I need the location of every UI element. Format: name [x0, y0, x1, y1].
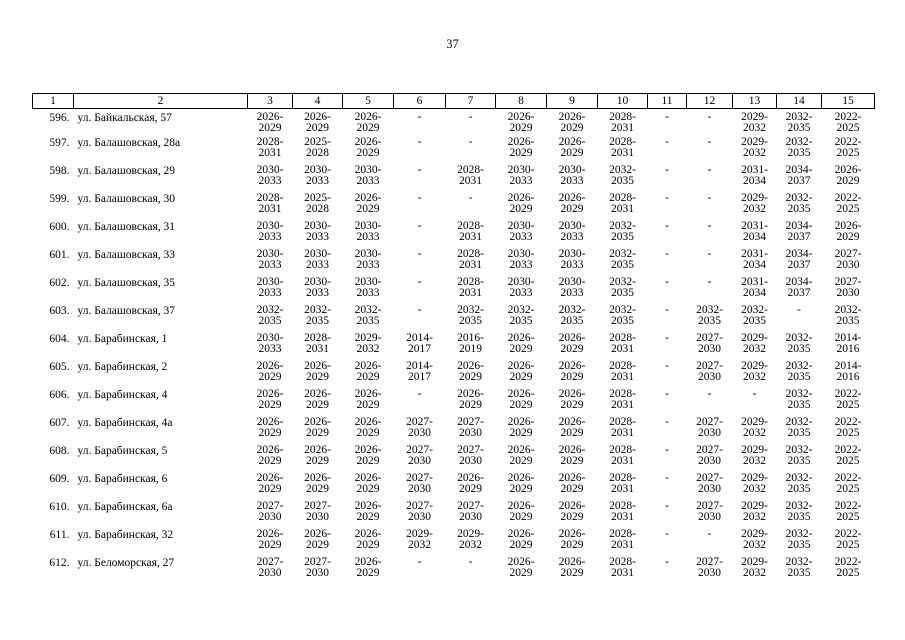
address-cell: ул. Балашовская, 31 [77, 221, 176, 233]
period-cell: 2029- 2032 [741, 472, 768, 495]
period-cell: 2028- 2031 [609, 500, 636, 523]
period-cell: - [707, 248, 712, 260]
period-cell: 2029- 2032 [457, 528, 484, 551]
period-cell: 2032- 2035 [785, 444, 813, 467]
address-cell: ул. Балашовская, 33 [77, 249, 176, 261]
period-cell: - [707, 220, 712, 232]
period-cell: 2027- 2030 [696, 444, 723, 467]
period-cell: - [417, 248, 422, 260]
period-cell: 2022- 2025 [834, 192, 862, 215]
period-cell: 2026- 2029 [507, 528, 535, 551]
period-cell: 2026- 2029 [457, 388, 484, 411]
period-cell: 2022- 2025 [834, 528, 862, 551]
period-cell: 2026- 2029 [507, 360, 535, 383]
period-cell: 2028- 2031 [457, 248, 484, 271]
period-cell: 2028- 2031 [609, 388, 636, 411]
period-cell: - [707, 111, 712, 123]
column-header: 13 [733, 94, 777, 109]
address-cell: ул. Барабинская, 4 [77, 389, 168, 401]
period-cell: - [417, 192, 422, 204]
period-cell: 2030- 2033 [354, 248, 382, 271]
period-cell: 2028- 2031 [256, 136, 284, 159]
period-cell: 2029- 2032 [354, 332, 382, 355]
table-row [33, 557, 875, 585]
period-cell: - [417, 111, 422, 123]
period-cell: - [707, 276, 712, 288]
table-row [33, 417, 875, 445]
period-cell: 2026- 2029 [507, 332, 535, 355]
period-cell: 2028- 2031 [609, 332, 636, 355]
period-cell: - [707, 164, 712, 176]
address-cell: ул. Барабинская, 2 [77, 361, 168, 373]
period-cell: 2030- 2033 [304, 276, 331, 299]
period-cell: - [797, 304, 801, 316]
period-cell: 2026- 2029 [354, 444, 382, 467]
row-number: 607. [49, 417, 70, 429]
period-cell: 2032- 2035 [609, 304, 636, 327]
period-cell: 2032- 2035 [354, 304, 382, 327]
table-row [33, 389, 875, 417]
table-row [33, 305, 875, 333]
period-cell: 2027- 2030 [406, 416, 433, 439]
period-cell: 2028- 2031 [457, 164, 484, 187]
period-cell: 2022- 2025 [834, 472, 862, 495]
period-cell: 2028- 2031 [609, 416, 636, 439]
row-number: 603. [49, 305, 70, 317]
period-cell: 2027- 2030 [406, 500, 433, 523]
column-header: 5 [343, 94, 394, 109]
period-cell: 2026- 2029 [457, 360, 484, 383]
row-number: 596. [49, 112, 70, 124]
period-cell: 2026- 2029 [304, 444, 331, 467]
period-cell: 2027- 2030 [406, 472, 433, 495]
row-number: 600. [49, 221, 70, 233]
period-cell: 2026- 2029 [507, 192, 535, 215]
period-cell: - [417, 304, 422, 316]
period-cell: 2030- 2033 [354, 220, 382, 243]
address-cell: ул. Балашовская, 28а [77, 137, 181, 149]
address-cell: ул. Барабинская, 32 [77, 529, 174, 541]
period-cell: 2026- 2029 [304, 360, 331, 383]
period-cell: 2016- 2019 [457, 332, 484, 355]
period-cell: 2026- 2029 [256, 472, 284, 495]
period-cell: 2030- 2033 [507, 276, 535, 299]
period-cell: 2029- 2032 [741, 136, 768, 159]
column-header: 10 [598, 94, 648, 109]
period-cell: 2030- 2033 [354, 276, 382, 299]
period-cell: - [707, 136, 712, 148]
period-cell: 2030- 2033 [558, 276, 586, 299]
row-number: 609. [49, 473, 70, 485]
period-cell: 2027- 2030 [696, 360, 723, 383]
period-cell: 2028- 2031 [609, 444, 636, 467]
period-cell: 2028- 2031 [609, 111, 636, 134]
row-number: 601. [49, 249, 70, 261]
period-cell: - [707, 388, 712, 400]
period-cell: 2026- 2029 [558, 472, 586, 495]
period-cell: 2026- 2029 [507, 500, 535, 523]
period-cell: 2029- 2032 [741, 444, 768, 467]
period-cell: 2026- 2029 [558, 528, 586, 551]
period-cell: 2026- 2029 [507, 388, 535, 411]
schedule-table [32, 93, 875, 585]
period-cell: - [665, 500, 669, 512]
period-cell: 2026- 2029 [507, 136, 535, 159]
period-cell: - [665, 248, 669, 260]
row-number: 612. [49, 557, 70, 569]
period-cell: 2014- 2017 [406, 332, 433, 355]
table-row [33, 529, 875, 557]
period-cell: 2032- 2035 [609, 276, 636, 299]
period-cell: 2026- 2029 [457, 472, 484, 495]
period-cell: 2034- 2037 [785, 276, 813, 299]
period-cell: 2029- 2032 [406, 528, 433, 551]
table-body [33, 109, 875, 586]
table-row [33, 109, 875, 138]
period-cell: 2026- 2029 [304, 388, 331, 411]
period-cell: 2031- 2034 [741, 220, 768, 243]
row-number: 602. [49, 277, 70, 289]
period-cell: - [665, 220, 669, 232]
period-cell: 2030- 2033 [304, 248, 331, 271]
period-cell: 2026- 2029 [354, 556, 382, 579]
period-cell: 2029- 2032 [741, 416, 768, 439]
period-cell: 2014- 2016 [834, 332, 862, 355]
period-cell: 2026- 2029 [256, 360, 284, 383]
period-cell: 2029- 2032 [741, 556, 768, 579]
period-cell: 2030- 2033 [256, 332, 284, 355]
period-cell: 2026- 2029 [558, 332, 586, 355]
period-cell: 2028- 2031 [304, 332, 331, 355]
period-cell: 2026- 2029 [256, 388, 284, 411]
period-cell: 2030- 2033 [558, 164, 586, 187]
period-cell: 2029- 2032 [741, 332, 768, 355]
period-cell: 2026- 2029 [507, 416, 535, 439]
period-cell: 2034- 2037 [785, 220, 813, 243]
period-cell: 2028- 2031 [609, 472, 636, 495]
period-cell: - [665, 136, 669, 148]
period-cell: 2032- 2035 [609, 220, 636, 243]
period-cell: 2027- 2030 [406, 444, 433, 467]
period-cell: 2028- 2031 [457, 220, 484, 243]
period-cell: 2026- 2029 [256, 528, 284, 551]
period-cell: - [417, 220, 422, 232]
period-cell: 2026- 2029 [256, 444, 284, 467]
period-cell: 2014- 2016 [834, 360, 862, 383]
period-cell: - [665, 192, 669, 204]
table-row [33, 361, 875, 389]
period-cell: 2032- 2035 [457, 304, 484, 327]
period-cell: 2032- 2035 [785, 332, 813, 355]
period-cell: 2027- 2030 [696, 500, 723, 523]
period-cell: 2026- 2029 [304, 528, 331, 551]
period-cell: 2032- 2035 [785, 416, 813, 439]
column-header: 14 [777, 94, 822, 109]
period-cell: 2030- 2033 [558, 220, 586, 243]
row-number: 608. [49, 445, 70, 457]
column-header: 15 [822, 94, 875, 109]
period-cell: 2032- 2035 [834, 304, 862, 327]
row-number: 606. [49, 389, 70, 401]
column-header: 8 [496, 94, 547, 109]
period-cell: 2030- 2033 [354, 164, 382, 187]
table-row [33, 193, 875, 221]
address-cell: ул. Беломорская, 27 [77, 557, 175, 569]
period-cell: 2022- 2025 [834, 111, 862, 134]
period-cell: 2027- 2030 [834, 276, 862, 299]
column-header: 11 [648, 94, 687, 109]
address-cell: ул. Барабинская, 5 [77, 445, 168, 457]
period-cell: 2026- 2029 [558, 416, 586, 439]
period-cell: 2028- 2031 [609, 556, 636, 579]
row-number: 597. [49, 137, 70, 149]
period-cell: 2026- 2029 [304, 111, 331, 134]
period-cell: - [665, 388, 669, 400]
period-cell: 2026- 2029 [354, 136, 382, 159]
period-cell: 2026- 2029 [558, 111, 586, 134]
period-cell: - [665, 416, 669, 428]
period-cell: 2032- 2035 [696, 304, 723, 327]
period-cell: 2032- 2035 [609, 164, 636, 187]
period-cell: 2027- 2030 [256, 556, 284, 579]
period-cell: 2028- 2031 [609, 192, 636, 215]
period-cell: 2027- 2030 [457, 444, 484, 467]
period-cell: - [468, 556, 473, 568]
period-cell: 2030- 2033 [507, 220, 535, 243]
period-cell: 2028- 2031 [609, 528, 636, 551]
period-cell: 2028- 2031 [457, 276, 484, 299]
period-cell: 2014- 2017 [406, 360, 433, 383]
table-row [33, 249, 875, 277]
period-cell: 2030- 2033 [304, 220, 331, 243]
period-cell: 2027- 2030 [696, 416, 723, 439]
period-cell: 2032- 2035 [785, 136, 813, 159]
period-cell: 2031- 2034 [741, 276, 768, 299]
period-cell: 2031- 2034 [741, 248, 768, 271]
period-cell: 2026- 2029 [507, 472, 535, 495]
period-cell: - [468, 136, 473, 148]
address-cell: ул. Барабинская, 6а [77, 501, 173, 513]
period-cell: 2026- 2029 [558, 444, 586, 467]
period-cell: 2026- 2029 [256, 111, 284, 134]
period-cell: 2026- 2029 [354, 388, 382, 411]
table-row [33, 165, 875, 193]
period-cell: 2026- 2029 [354, 416, 382, 439]
period-cell: - [707, 528, 712, 540]
period-cell: 2027- 2030 [256, 500, 284, 523]
period-cell: 2026- 2029 [354, 500, 382, 523]
period-cell: 2032- 2035 [785, 528, 813, 551]
table-row [33, 333, 875, 361]
period-cell: - [665, 111, 669, 123]
address-cell: ул. Барабинская, 6 [77, 473, 168, 485]
address-cell: ул. Балашовская, 37 [77, 305, 176, 317]
period-cell: 2026- 2029 [558, 388, 586, 411]
column-header: 9 [547, 94, 598, 109]
period-cell: 2026- 2029 [558, 360, 586, 383]
period-cell: 2032- 2035 [785, 556, 813, 579]
period-cell: 2026- 2029 [256, 416, 284, 439]
period-cell: 2026- 2029 [558, 192, 586, 215]
address-cell: ул. Балашовская, 30 [77, 193, 176, 205]
column-header: 2 [74, 94, 248, 109]
period-cell: 2026- 2029 [558, 136, 586, 159]
address-cell: ул. Балашовская, 35 [77, 277, 176, 289]
period-cell: 2028- 2031 [609, 360, 636, 383]
period-cell: 2030- 2033 [304, 164, 331, 187]
period-cell: 2027- 2030 [457, 416, 484, 439]
period-cell: 2027- 2030 [304, 556, 331, 579]
address-cell: ул. Балашовская, 29 [77, 165, 176, 177]
column-header: 12 [687, 94, 733, 109]
period-cell: 2034- 2037 [785, 164, 813, 187]
period-cell: 2028- 2031 [256, 192, 284, 215]
period-cell: 2032- 2035 [785, 472, 813, 495]
period-cell: 2027- 2030 [696, 332, 723, 355]
table-row [33, 445, 875, 473]
period-cell: - [665, 304, 669, 316]
row-number: 605. [49, 361, 70, 373]
period-cell: 2026- 2029 [354, 528, 382, 551]
period-cell: 2032- 2035 [785, 500, 813, 523]
period-cell: - [468, 192, 473, 204]
period-cell: 2026- 2029 [354, 472, 382, 495]
period-cell: 2027- 2030 [834, 248, 862, 271]
period-cell: 2022- 2025 [834, 416, 862, 439]
period-cell: 2032- 2035 [507, 304, 535, 327]
period-cell: 2032- 2035 [785, 111, 813, 134]
column-header: 3 [248, 94, 293, 109]
period-cell: 2030- 2033 [558, 248, 586, 271]
period-cell: 2026- 2029 [354, 360, 382, 383]
period-cell: 2026- 2029 [507, 444, 535, 467]
period-cell: 2030- 2033 [507, 164, 535, 187]
column-header: 7 [446, 94, 496, 109]
period-cell: 2022- 2025 [834, 500, 862, 523]
period-cell: 2032- 2035 [304, 304, 331, 327]
period-cell: - [417, 388, 422, 400]
period-cell: - [665, 164, 669, 176]
period-cell: 2032- 2035 [741, 304, 768, 327]
page-number: 37 [446, 37, 459, 51]
row-number: 604. [49, 333, 70, 345]
period-cell: 2025- 2028 [304, 136, 331, 159]
period-cell: 2025- 2028 [304, 192, 331, 215]
period-cell: 2026- 2029 [304, 416, 331, 439]
column-header: 6 [394, 94, 446, 109]
table-row [33, 277, 875, 305]
period-cell: 2031- 2034 [741, 164, 768, 187]
column-header: 4 [293, 94, 343, 109]
period-cell: 2022- 2025 [834, 556, 862, 579]
period-cell: - [468, 111, 473, 123]
period-cell: 2032- 2035 [785, 360, 813, 383]
period-cell: - [665, 528, 669, 540]
period-cell: 2028- 2031 [609, 136, 636, 159]
row-number: 610. [49, 501, 70, 513]
period-cell: 2029- 2032 [741, 111, 768, 134]
period-cell: 2022- 2025 [834, 388, 862, 411]
period-cell: 2022- 2025 [834, 444, 862, 467]
period-cell: 2022- 2025 [834, 136, 862, 159]
period-cell: 2029- 2032 [741, 528, 768, 551]
period-cell: 2026- 2029 [834, 220, 862, 243]
period-cell: 2026- 2029 [304, 472, 331, 495]
period-cell: 2034- 2037 [785, 248, 813, 271]
period-cell: - [665, 444, 669, 456]
period-cell: 2029- 2032 [741, 192, 768, 215]
row-number: 611. [49, 529, 70, 541]
table-row [33, 501, 875, 529]
period-cell: - [665, 360, 669, 372]
address-cell: ул. Барабинская, 1 [77, 333, 168, 345]
period-cell: 2030- 2033 [507, 248, 535, 271]
period-cell: 2030- 2033 [256, 164, 284, 187]
period-cell: 2029- 2032 [741, 500, 768, 523]
address-cell: ул. Байкальская, 57 [77, 112, 172, 124]
period-cell: 2029- 2032 [741, 360, 768, 383]
period-cell: - [417, 276, 422, 288]
period-cell: - [665, 472, 669, 484]
period-cell: 2030- 2033 [256, 248, 284, 271]
column-header: 1 [33, 94, 74, 109]
period-cell: 2027- 2030 [457, 500, 484, 523]
period-cell: - [417, 556, 422, 568]
period-cell: 2026- 2029 [507, 111, 535, 134]
period-cell: 2026- 2029 [507, 556, 535, 579]
period-cell: 2030- 2033 [256, 220, 284, 243]
row-number: 598. [49, 165, 70, 177]
table-row [33, 137, 875, 165]
period-cell: 2027- 2030 [696, 556, 723, 579]
period-cell: - [665, 332, 669, 344]
period-cell: 2026- 2029 [354, 192, 382, 215]
period-cell: 2032- 2035 [609, 248, 636, 271]
period-cell: 2030- 2033 [256, 276, 284, 299]
period-cell: 2026- 2029 [558, 500, 586, 523]
header-row [33, 94, 875, 109]
table-row [33, 221, 875, 249]
period-cell: 2027- 2030 [304, 500, 331, 523]
period-cell: 2026- 2029 [834, 164, 862, 187]
period-cell: - [665, 276, 669, 288]
period-cell: - [417, 164, 422, 176]
period-cell: 2032- 2035 [558, 304, 586, 327]
period-cell: 2032- 2035 [785, 388, 813, 411]
period-cell: 2027- 2030 [696, 472, 723, 495]
table-row [33, 473, 875, 501]
period-cell: 2032- 2035 [785, 192, 813, 215]
period-cell: - [752, 388, 757, 400]
period-cell: 2026- 2029 [558, 556, 586, 579]
row-number: 599. [49, 193, 70, 205]
period-cell: 2032- 2035 [256, 304, 284, 327]
period-cell: - [707, 192, 712, 204]
address-cell: ул. Барабинская, 4а [77, 417, 173, 429]
period-cell: 2026- 2029 [354, 111, 382, 134]
period-cell: - [417, 136, 422, 148]
period-cell: - [665, 556, 669, 568]
